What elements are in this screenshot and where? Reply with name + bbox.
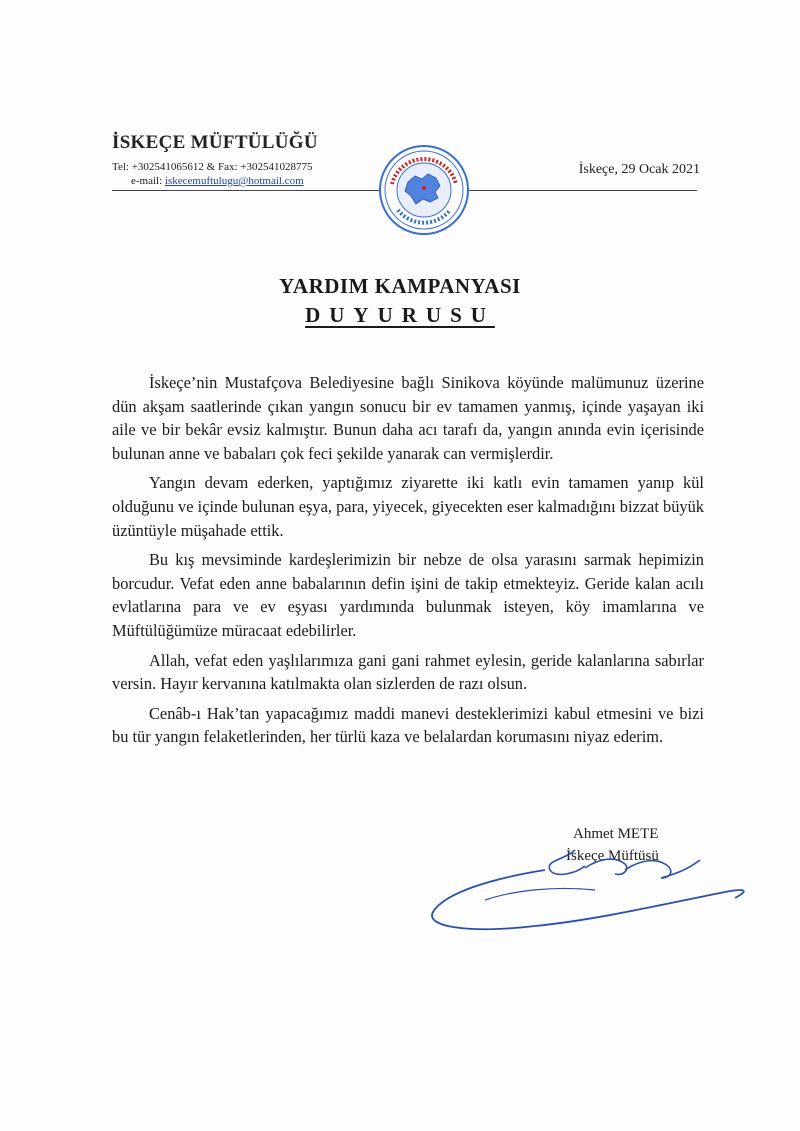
paragraph: Bu kış mevsiminde kardeşlerimizin bir nebze de olsa yarasını sarmak hepimizin borcudur. Vefat eden anne babalarının defin işini de takip etmekteyiz. Geride kalan acılı evlatlarına para ve ev eşyası yardımında bulunmak isteyen, köy imamlarına ve Müftülüğümüze müracaat edebilirler. — [112, 550, 704, 640]
paragraph: İskeçe’nin Mustafçova Belediyesine bağlı Sinikova köyünde malümunuz üzerine dün akşam saatlerinde çıkan yangın sonucu bir ev tamamen yanmış, içinde yaşayan iki aile ve bir bekâr evsiz kalmıştır. Bunun daha acı tarafı da, yangın anında evin içerisinde bulunan anne ve babaları çok feci şekilde yanarak can vermişlerdir. — [112, 373, 704, 463]
handwritten-signature — [425, 830, 755, 950]
organization-title: İSKEÇE MÜFTÜLÜĞÜ — [112, 132, 318, 153]
email-label: e-mail: — [131, 175, 163, 187]
phone-fax-line: Tel: +302541065612 & Fax: +302541028775 — [112, 161, 313, 173]
email-link[interactable]: iskecemuftulugu@hotmail.com — [164, 175, 304, 187]
signatory-title: İskeçe Müftüsü — [566, 848, 659, 864]
mufti-seal-logo — [378, 144, 470, 236]
email-line — [131, 175, 304, 187]
paragraph: Allah, vefat eden yaşlılarımıza gani gani rahmet eylesin, geride kalanlarına sabırlar versin. Hayır kervanına katılmakta olan sizlerden de razı olsun. — [112, 650, 704, 694]
document-date: İskeçe, 29 Ocak 2021 — [578, 162, 700, 177]
document-subtitle-text: DUYURUSU — [305, 303, 495, 327]
letter-body — [112, 371, 704, 755]
document-title: YARDIM KAMPANYASI — [279, 274, 521, 298]
signatory-name: Ahmet METE — [573, 826, 659, 842]
paragraph: Cenâb-ı Hak’tan yapacağımız maddi manevi desteklerimizi kabul etmesini ve bizi bu tür yangın felaketlerinden, her türlü kaza ve belalardan korumasını niyaz ederim. — [112, 703, 704, 747]
document-subtitle — [0, 303, 800, 328]
paragraph: Yangın devam ederken, yaptığımız ziyarette iki katlı evin tamamen yanıp kül olduğunu ve içinde bulunan eşya, para, yiyecek, giyecekten eser kalmadığını bizzat büyük üzüntüyle müşahade ettik. — [112, 473, 704, 540]
